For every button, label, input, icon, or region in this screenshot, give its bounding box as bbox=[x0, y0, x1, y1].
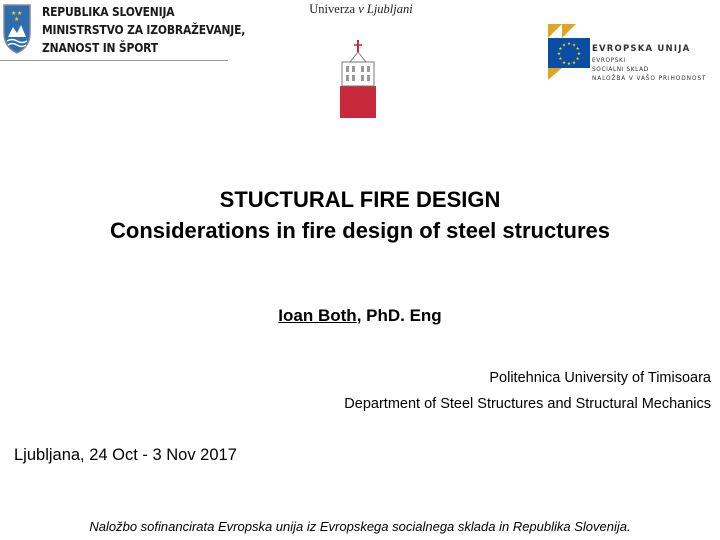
eu-star-icon: ★ bbox=[556, 52, 562, 58]
eu-star-icon: ★ bbox=[571, 60, 577, 66]
eu-star-icon: ★ bbox=[561, 60, 567, 66]
slide-title-line-2: Considerations in fire design of steel structures bbox=[110, 218, 610, 243]
ministry-logo bbox=[0, 0, 246, 62]
eu-title: EVROPSKA UNIJA bbox=[592, 44, 691, 54]
university-name bbox=[240, 2, 482, 17]
author-name: Ioan Both bbox=[278, 306, 357, 325]
eu-star-icon: ★ bbox=[566, 62, 572, 68]
eu-star-icon: ★ bbox=[576, 52, 582, 58]
university-name-regular: Univerza bbox=[309, 2, 356, 16]
eu-subtitle-line-2: SOCIALNI SKLAD bbox=[592, 66, 649, 73]
eu-star-icon: ★ bbox=[566, 42, 572, 48]
eu-star-icon: ★ bbox=[558, 57, 563, 63]
ministry-line-3: ZNANOST IN ŠPORT bbox=[42, 40, 158, 55]
funding-footer: Naložbo sofinancirata Evropska unija iz Evropskega socialnega sklada in Republika Slovenija. bbox=[89, 519, 631, 534]
slide-title-line-1: STUCTURAL FIRE DESIGN bbox=[219, 187, 501, 212]
eu-text bbox=[592, 44, 706, 82]
svg-text:★: ★ bbox=[11, 11, 17, 17]
author-degree: , PhD. Eng bbox=[356, 306, 442, 325]
ministry-line-2: MINISTRSTVO ZA IZOBRAŽEVANJE, bbox=[42, 22, 246, 37]
eu-logo bbox=[548, 24, 720, 80]
eu-star-icon: ★ bbox=[571, 43, 577, 49]
eu-subtitle-line-1: EVROPSKI bbox=[592, 58, 626, 64]
eu-motto: NALOŽBA V VAŠO PRIHODNOST bbox=[592, 76, 707, 82]
eu-star-icon: ★ bbox=[561, 43, 567, 49]
affiliation-department: Department of Steel Structures and Structural Mechanics bbox=[344, 396, 711, 412]
eu-star-icon: ★ bbox=[558, 47, 563, 53]
university-emblem-icon bbox=[338, 40, 378, 118]
svg-text:★: ★ bbox=[14, 17, 20, 23]
slide-title bbox=[0, 184, 720, 246]
eu-star-icon: ★ bbox=[575, 57, 580, 63]
ministry-line-1: REPUBLIKA SLOVENIJA bbox=[42, 4, 175, 19]
event-place-date: Ljubljana, 24 Oct - 3 Nov 2017 bbox=[14, 446, 237, 464]
university-name-italic: v Ljubljani bbox=[358, 2, 413, 16]
slovenia-coat-of-arms-icon bbox=[2, 3, 32, 55]
eu-star-icon: ★ bbox=[575, 47, 580, 53]
ministry-name bbox=[42, 3, 245, 57]
ministry-logo-divider bbox=[0, 60, 228, 61]
affiliation-university: Politehnica University of Timisoara bbox=[489, 370, 711, 386]
eu-flag-icon bbox=[548, 24, 590, 80]
svg-text:★: ★ bbox=[17, 11, 23, 17]
author-line bbox=[0, 306, 720, 326]
